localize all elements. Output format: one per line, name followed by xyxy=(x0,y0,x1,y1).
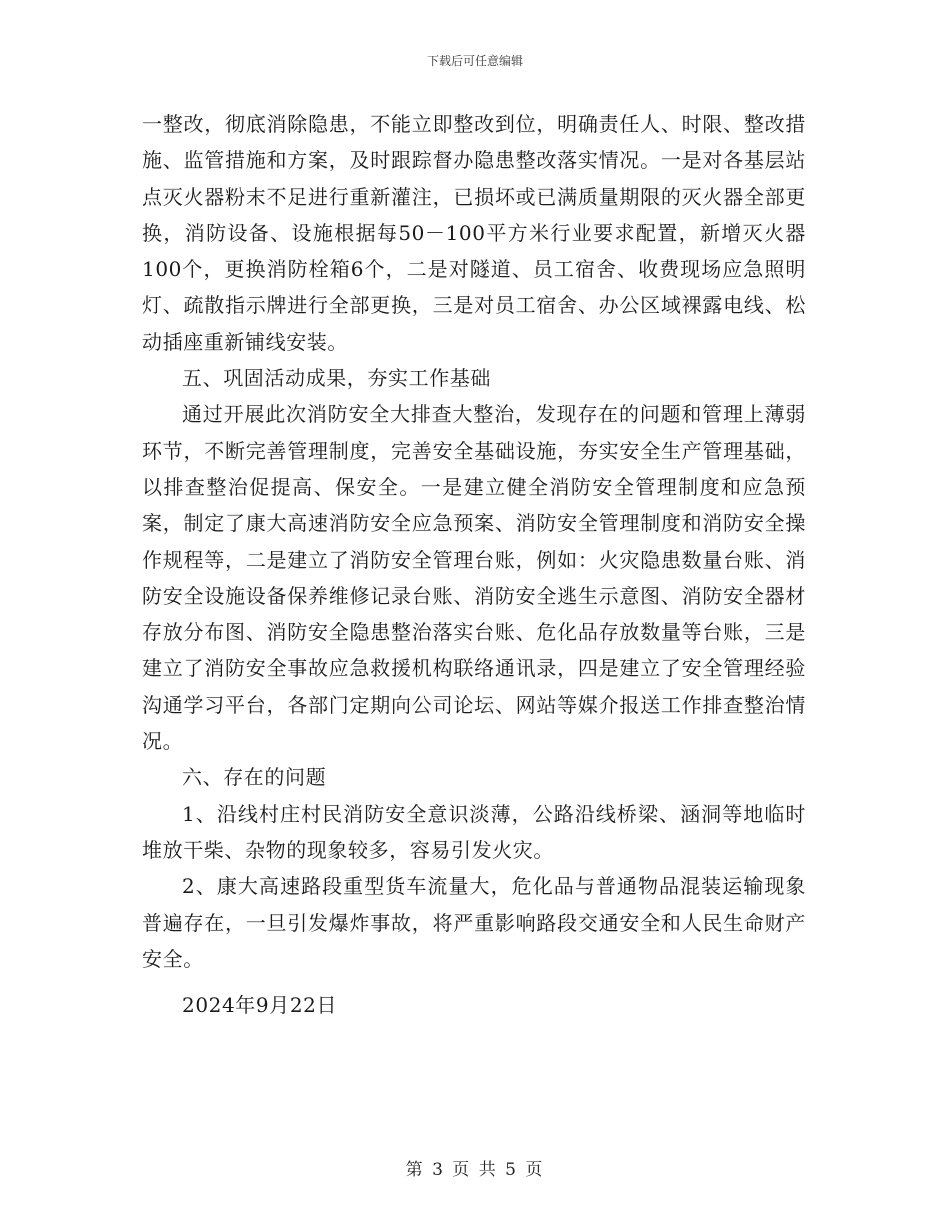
problem-item-1: 1、沿线村庄村民消防安全意识淡薄，公路沿线桥梁、涵洞等地临时堆放干柴、杂物的现象较多，容易引发火灾。 xyxy=(142,801,806,862)
paragraph-rectification-continued: 一整改，彻底消除隐患，不能立即整改到位，明确责任人、时限、整改措施、监管措施和方案，及时跟踪督办隐患整改落实情况。一是对各基层站点灭火器粉末不足进行重新灌注，已损坏或已满质量期限的灭火器全部更换，消防设备、设施根据每50－100平方米行业要求配置，新增灭火器100个，更换消防栓箱6个，二是对隧道、员工宿舍、收费现场应急照明灯、疏散指示牌进行全部更换，三是对员工宿舍、办公区域裸露电线、松动插座重新铺线安装。 xyxy=(142,112,806,354)
paragraph-consolidate-results: 通过开展此次消防安全大排查大整治，发现存在的问题和管理上薄弱环节，不断完善管理制度，完善安全基础设施，夯实安全生产管理基础，以排查整治促提高、保安全。一是建立健全消防安全管理制度和应急预案，制定了康大高速消防安全应急预案、消防安全管理制度和消防安全操作规程等，二是建立了消防安全管理台账，例如：火灾隐患数量台账、消防安全设施设备保养维修记录台账、消防安全逃生示意图、消防安全器材存放分布图、消防安全隐患整治落实台账、危化品存放数量等台账，三是建立了消防安全事故应急救援机构联络通讯录，四是建立了安全管理经验沟通学习平台，各部门定期向公司论坛、网站等媒介报送工作排查整治情况。 xyxy=(142,402,806,754)
problem-item-2: 2、康大高速路段重型货车流量大，危化品与普通物品混装运输现象普遍存在，一旦引发爆炸事故，将严重影响路段交通安全和人民生命财产安全。 xyxy=(142,874,806,971)
page-number-footer: 第 3 页 共 5 页 xyxy=(405,1160,545,1180)
section-heading-six: 六、存在的问题 xyxy=(182,765,327,790)
section-heading-five: 五、巩固活动成果，夯实工作基础 xyxy=(182,366,491,391)
document-body xyxy=(142,106,806,1023)
document-date: 2024年9月22日 xyxy=(182,993,338,1018)
page-header: 下载后可任意编辑 xyxy=(426,54,523,68)
